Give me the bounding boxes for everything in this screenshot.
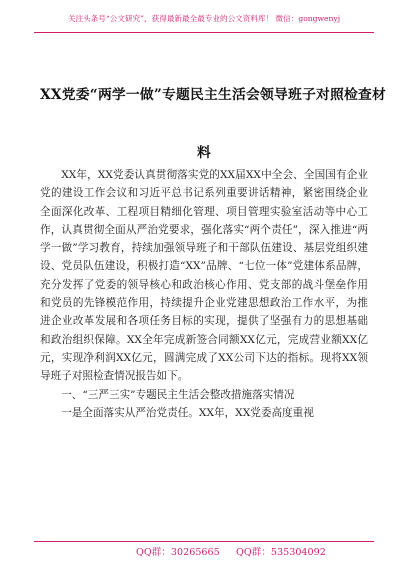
body-paragraph-2: 一是全面落实从严治党责任。XX年，XX党委高度重视 (61, 406, 314, 419)
header-divider (34, 32, 374, 33)
section-heading-1: 一、“三严三实”专题民主生活会整改措施落实情况 (61, 388, 295, 401)
footer-bar (34, 541, 374, 564)
footer-qq-group-1: QQ群：30265665 (136, 547, 220, 558)
header-banner: 关注头条号“公文研究”，获得最新最全最专业的公文资料库！ 微信：gongwenyj (67, 14, 341, 23)
footer-qq-group-2: QQ群：535304092 (236, 547, 326, 558)
title-line-1: XX党委“两学一做”专题民主生活会领导班子对照检查材 (40, 87, 387, 103)
title-line-2: 料 (197, 145, 211, 161)
document-body (40, 166, 368, 422)
document-title (40, 66, 387, 182)
body-paragraph-1: XX年，XX党委认真贯彻落实党的XX届XX中全会、全国国有企业党的建设工作会议和习近平总书记系列重要讲话精神，紧密围绕企业全面深化改革、工程项目精细化管理、项目管理实验室活动等中心工作，认真贯彻全面从严治党要求，强化落实“两个责任”，深入推进“两学一做”学习教育，持续加强领导班子和干部队伍建设、基层党组织建设、党员队伍建设，积极打造“XX”品牌、“七位一体”党建体系品牌，充分发挥了党委的领导核心和政治核心作用、党支部的战斗堡垒作用和党员的先锋模范作用，持续提升企业党建思想政治工作水平，为推进企业改革发展和各项任务目标的实现，提供了坚强有力的思想基础和政治组织保障。XX全年完成新签合同额XX亿元，完成营业额XX亿元，实现净利润XX亿元，圆满完成了XX公司下达的指标。现将XX领导班子对照检查情况报告如下。 (40, 169, 368, 383)
